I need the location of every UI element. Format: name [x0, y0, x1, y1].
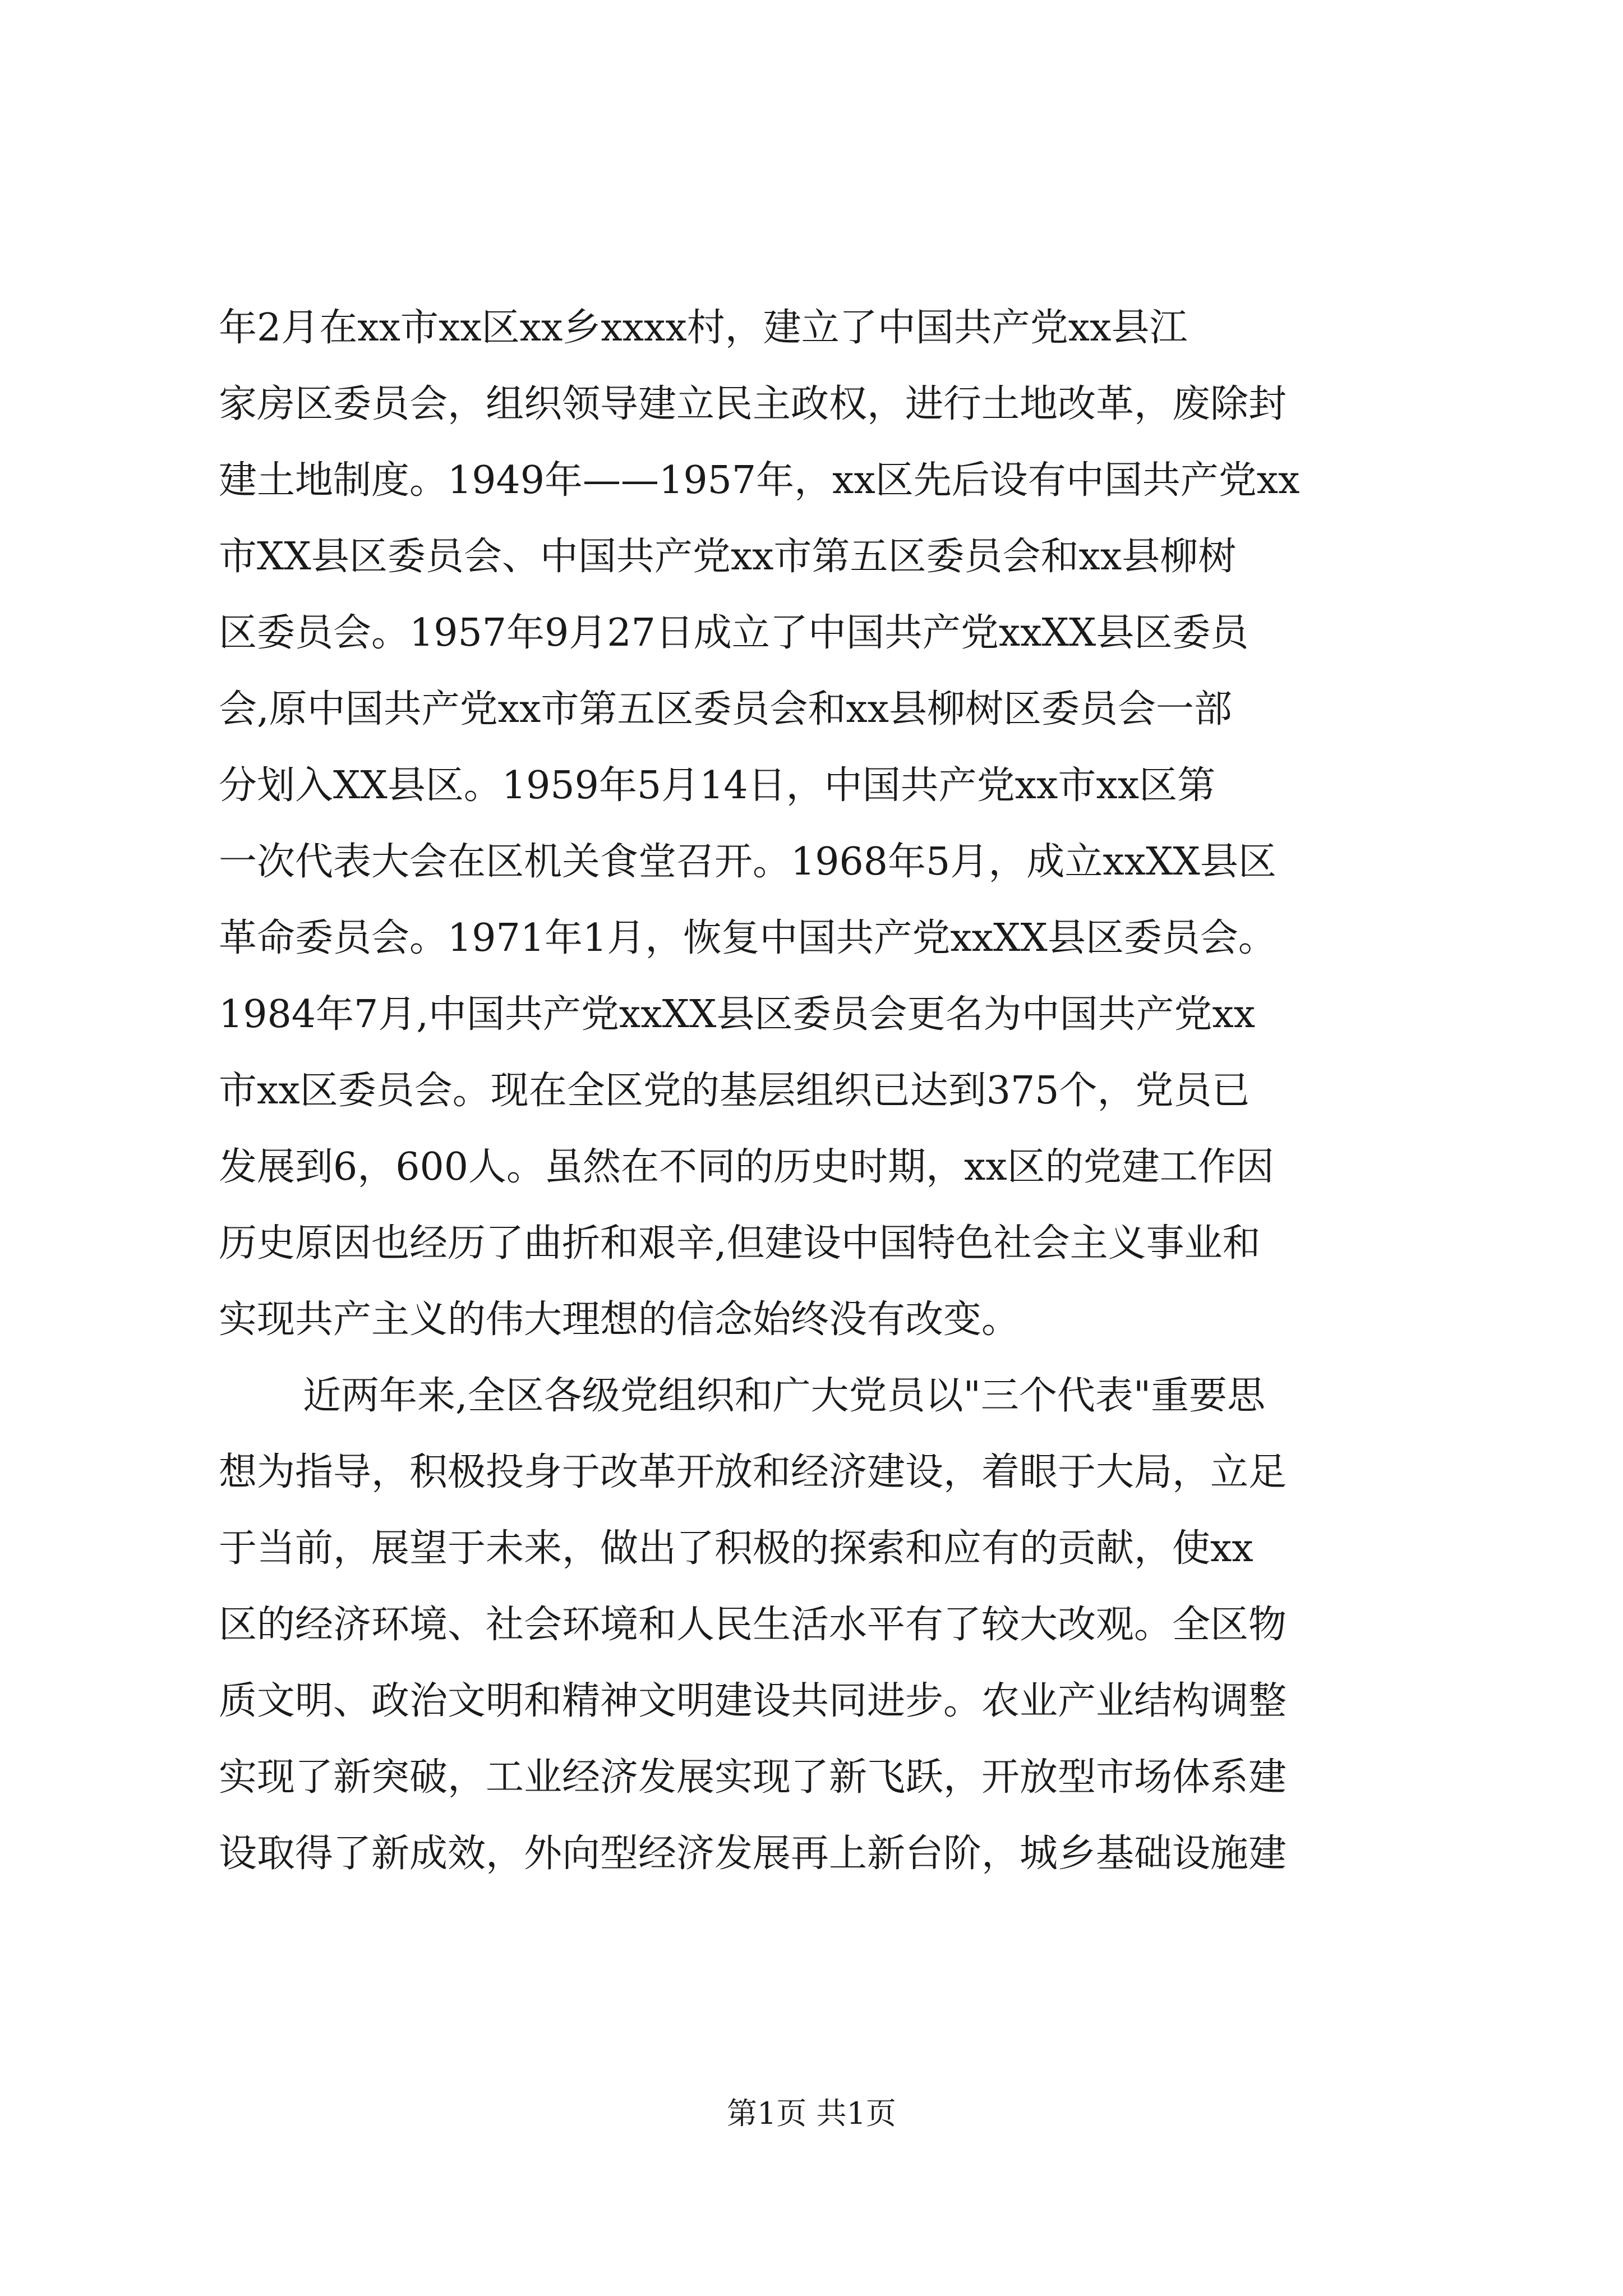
text-line: 设取得了新成效，外向型经济发展再上新台阶，城乡基础设施建 [219, 1832, 1287, 1876]
text-line: 质文明、政治文明和精神文明建设共同进步。农业产业结构调整 [219, 1679, 1287, 1723]
text-line: 革命委员会。1971年1月，恢复中国共产党xxXX县区委员会。 [219, 916, 1276, 960]
text-line: 发展到6，600人。虽然在不同的历史时期，xx区的党建工作因 [219, 1145, 1274, 1189]
text-line: 1984年7月,中国共产党xxXX县区委员会更名为中国共产党xx [219, 992, 1256, 1037]
page-footer: 第1页 共1页 [727, 2096, 896, 2131]
text-line: 区的经济环境、社会环境和人民生活水平有了较大改观。全区物 [219, 1603, 1287, 1647]
text-line: 区委员会。1957年9月27日成立了中国共产党xxXX县区委员 [219, 611, 1249, 655]
paragraph-first-line: 近两年来,全区各级党组织和广大党员以"三个代表"重要思 [303, 1374, 1266, 1418]
text-line: 年2月在xx市xx区xx乡xxxx村，建立了中国共产党xx县江 [219, 306, 1188, 350]
text-line: 建土地制度。1949年——1957年，xx区先后设有中国共产党xx [219, 458, 1300, 503]
text-line: 家房区委员会，组织领导建立民主政权，进行土地改革，废除封 [219, 382, 1287, 426]
text-line: 分划入XX县区。1959年5月14日，中国共产党xx市xx区第 [219, 763, 1216, 808]
text-line: 市xx区委员会。现在全区党的基层组织已达到375个，党员已 [219, 1069, 1250, 1113]
text-line: 实现了新突破，工业经济发展实现了新飞跃，开放型市场体系建 [219, 1755, 1287, 1800]
text-line: 想为指导，积极投身于改革开放和经济建设，着眼于大局，立足 [219, 1450, 1287, 1494]
text-line: 市XX县区委员会、中国共产党xx市第五区委员会和xx县柳树 [219, 535, 1237, 579]
text-line: 历史原因也经历了曲折和艰辛,但建设中国特色社会主义事业和 [219, 1221, 1261, 1266]
text-line: 一次代表大会在区机关食堂召开。1968年5月，成立xxXX县区 [219, 840, 1276, 884]
text-line: 实现共产主义的伟大理想的信念始终没有改变。 [219, 1297, 1020, 1342]
text-line: 于当前，展望于未来，做出了积极的探索和应有的贡献，使xx [219, 1526, 1253, 1571]
text-line: 会,原中国共产党xx市第五区委员会和xx县柳树区委员会一部 [219, 687, 1233, 731]
